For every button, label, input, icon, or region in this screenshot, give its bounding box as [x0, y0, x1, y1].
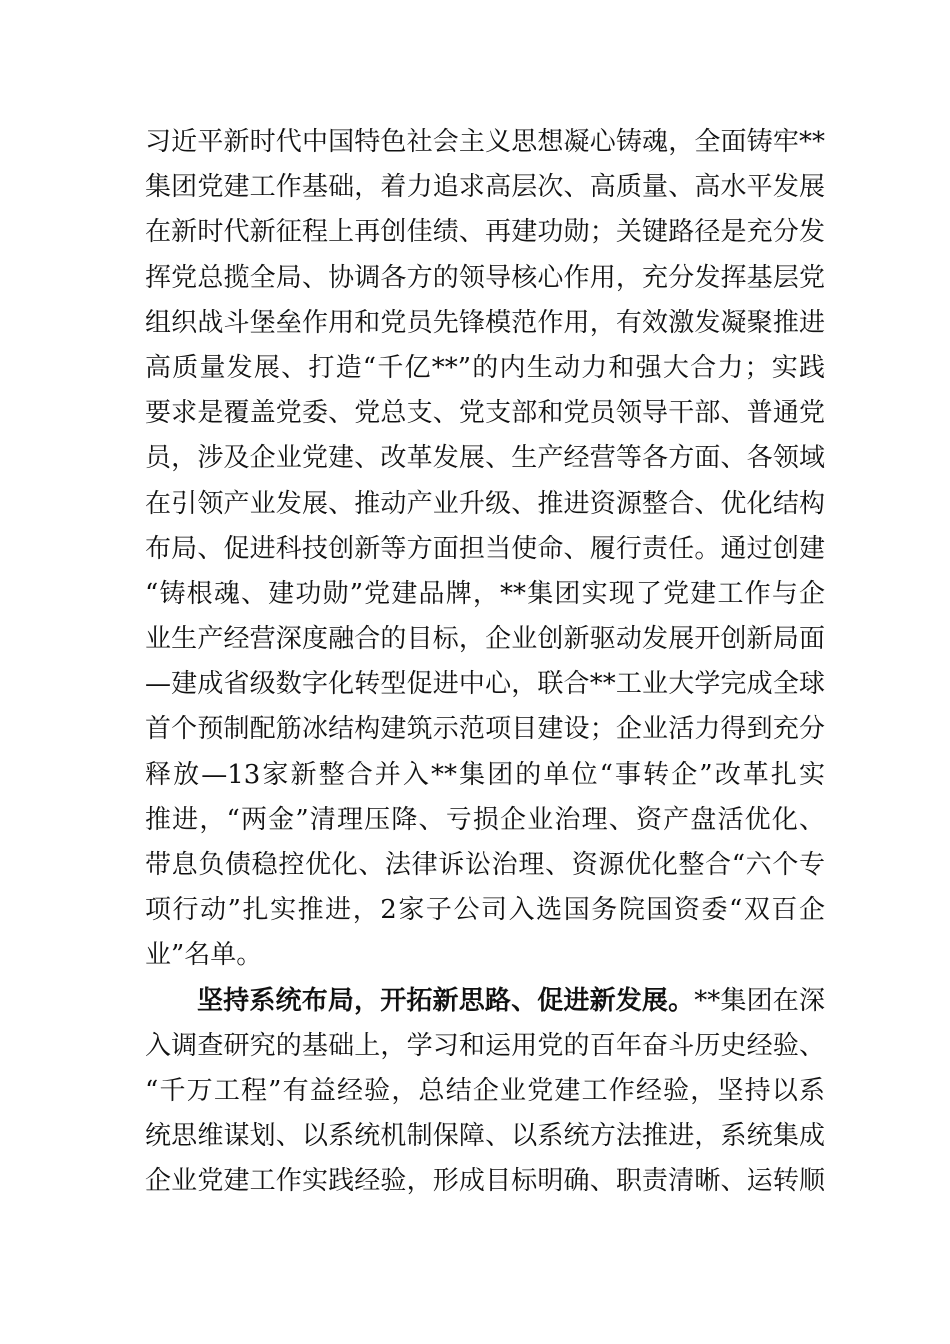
text-line: 入调查研究的基础上，学习和运用党的百年奋斗历史经验、 — [145, 1030, 825, 1061]
text-run: **集团在深 — [694, 985, 825, 1016]
text-line: 高质量发展、打造“千亿**”的内生动力和强大合力；实践 — [145, 352, 825, 383]
text-line: 业生产经营深度融合的目标，企业创新驱动发展开创新局面 — [145, 624, 825, 655]
text-line: “千万工程”有益经验，总结企业党建工作经验，坚持以系 — [145, 1075, 825, 1106]
text-line: 项行动”扎实推进，2家子公司入选国务院国资委“双百企 — [145, 895, 825, 926]
text-line: 首个预制配筋冰结构建筑示范项目建设；企业活力得到充分 — [145, 714, 825, 745]
text-line: —建成省级数字化转型促进中心，联合**工业大学完成全球 — [145, 669, 825, 700]
paragraph-2 — [145, 979, 825, 1205]
text-line: 布局、促进科技创新等方面担当使命、履行责任。通过创建 — [145, 533, 825, 564]
text-line: 习近平新时代中国特色社会主义思想凝心铸魂，全面铸牢** — [145, 127, 825, 157]
text-line: “铸根魂、建功勋”党建品牌，**集团实现了党建工作与企 — [145, 578, 825, 609]
paragraph-1 — [145, 120, 825, 979]
text-line: 员，涉及企业党建、改革发展、生产经营等各方面、各领域 — [145, 443, 825, 474]
text-line: 释放—13家新整合并入**集团的单位“事转企”改革扎实 — [145, 759, 825, 790]
text-line: 在新时代新征程上再创佳绩、再建功勋；关键路径是充分发 — [145, 217, 825, 248]
paragraph-heading: 坚持系统布局，开拓新思路、促进新发展。 — [197, 985, 695, 1016]
text-line: 推进，“两金”清理压降、亏损企业治理、资产盘活优化、 — [145, 804, 825, 835]
body-text — [145, 120, 825, 1205]
text-line: 组织战斗堡垒作用和党员先锋模范作用，有效激发凝聚推进 — [145, 307, 825, 338]
text-line: 在引领产业发展、推动产业升级、推进资源整合、优化结构 — [145, 488, 825, 519]
text-line: 要求是覆盖党委、党总支、党支部和党员领导干部、普通党 — [145, 398, 825, 429]
text-line: 挥党总揽全局、协调各方的领导核心作用，充分发挥基层党 — [145, 262, 825, 293]
paragraph-2-first-line — [145, 979, 825, 1024]
text-line: 统思维谋划、以系统机制保障、以系统方法推进，系统集成 — [145, 1121, 825, 1152]
text-line: 企业党建工作实践经验，形成目标明确、职责清晰、运转顺 — [145, 1166, 825, 1197]
text-line: 集团党建工作基础，着力追求高层次、高质量、高水平发展 — [145, 172, 825, 203]
text-line: 业”名单。 — [145, 940, 263, 971]
text-line: 带息负债稳控优化、法律诉讼治理、资源优化整合“六个专 — [145, 850, 825, 880]
